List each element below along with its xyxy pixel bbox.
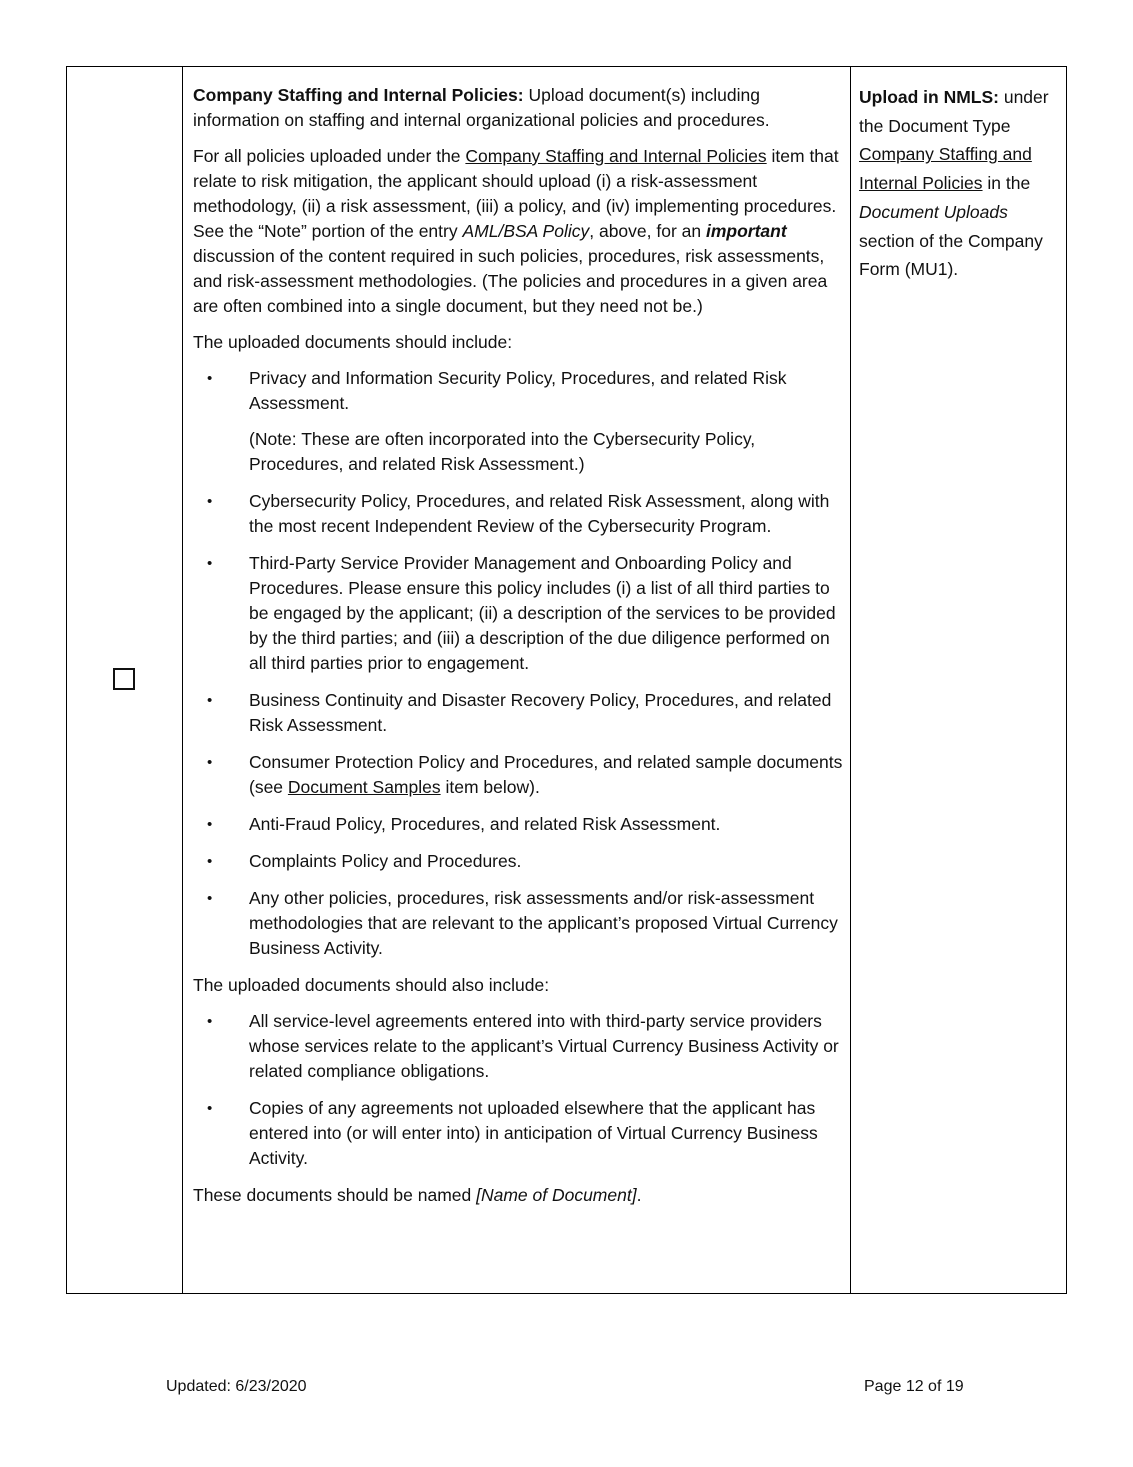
bullet-icon: •	[207, 692, 213, 709]
updated-date: Updated: 6/23/2020	[166, 1378, 307, 1395]
list2-heading: The uploaded documents should also include:	[193, 975, 550, 995]
required-documents-list	[193, 366, 843, 961]
checkbox-column	[67, 67, 183, 1293]
company-staffing-link[interactable]: Company Staffing and Internal Policies	[465, 146, 767, 166]
list-item: • Any other policies, procedures, risk assessments and/or risk-assessment methodologies that are relevant to the applicant’s proposed Virtual Currency Business Activity.	[207, 888, 838, 958]
bullet-icon: •	[207, 370, 213, 387]
list-item: • Cybersecurity Policy, Procedures, and related Risk Assessment, along with the most recent Independent Review of the Cybersecurity Program.	[207, 491, 830, 536]
naming-instruction: These documents should be named [Name of Document].	[193, 1185, 642, 1205]
page-number: Page 12 of 19	[864, 1378, 964, 1395]
requirement-description	[193, 83, 843, 1219]
list-item: • All service-level agreements entered into with third-party service providers whose services relate to the applicant’s Virtual Currency Business Activity or related compliance obligations.	[207, 1011, 839, 1081]
bullet-icon: •	[207, 555, 213, 572]
list-item-note: (Note: These are often incorporated into the Cybersecurity Policy, Procedures, and related Risk Assessment.)	[249, 429, 756, 474]
document-type-link[interactable]: Company Staffing and Internal Policies	[859, 144, 1032, 194]
bullet-icon: •	[207, 816, 213, 833]
list-item: • Copies of any agreements not uploaded elsewhere that the applicant has entered into (or will enter into) in anticipation of Virtual Currency Business Activity.	[207, 1098, 818, 1168]
bullet-icon: •	[207, 493, 213, 510]
bullet-icon: •	[207, 890, 213, 907]
list-item: • Complaints Policy and Procedures.	[193, 849, 843, 874]
list1-heading: The uploaded documents should include:	[193, 332, 513, 352]
list-item: • Privacy and Information Security Policy, Procedures, and related Risk Assessment. (Note: These are often incorporated into the Cybersecurity Policy, Procedures, and related Risk Assessment.)	[193, 366, 843, 477]
section-title: Company Staffing and Internal Policies:	[193, 85, 524, 105]
upload-label: Upload in NMLS:	[859, 87, 999, 107]
intro-paragraph: Company Staffing and Internal Policies: Upload document(s) including information on staffing and internal organizational policies and procedures.	[193, 85, 770, 130]
additional-documents-list	[193, 1009, 843, 1171]
list-item: • Business Continuity and Disaster Recovery Policy, Procedures, and related Risk Assessment.	[207, 690, 832, 735]
upload-instructions: Upload in NMLS: under the Document Type Company Staffing and Internal Policies in the Document Uploads section of the Company Form (MU1).	[859, 87, 1049, 280]
document-samples-link[interactable]: Document Samples	[287, 777, 441, 797]
bullet-icon: •	[207, 1100, 213, 1117]
list-item: • Consumer Protection Policy and Procedures, and related sample documents (see Document Samples item below).	[207, 752, 843, 797]
list-item: • Third-Party Service Provider Management and Onboarding Policy and Procedures. Please ensure this policy includes (i) a list of all third parties to be engaged by the applicant; (ii) a description of the services to be provided by the third parties; and (iii) a description of the due diligence performed on all third parties prior to engagement.	[207, 553, 836, 673]
completion-checkbox[interactable]	[113, 668, 135, 690]
list-item: • Anti-Fraud Policy, Procedures, and related Risk Assessment.	[193, 812, 843, 837]
bullet-icon: •	[207, 754, 213, 771]
risk-mitigation-paragraph: For all policies uploaded under the Company Staffing and Internal Policies item that relate to risk mitigation, the applicant should upload (i) a risk-assessment methodology, (ii) a risk assessment, (iii) a policy, and (iv) implementing procedures. See the “Note” portion of the entry AML/BSA Policy, above, for an important discussion of the content required in such policies, procedures, risk assessments, and risk-assessment methodologies. (The policies and procedures in a given area are often combined into a single document, but they need not be.)	[193, 146, 839, 316]
bullet-icon: •	[207, 853, 213, 870]
requirements-table	[66, 66, 1067, 1294]
bullet-icon: •	[207, 1013, 213, 1030]
